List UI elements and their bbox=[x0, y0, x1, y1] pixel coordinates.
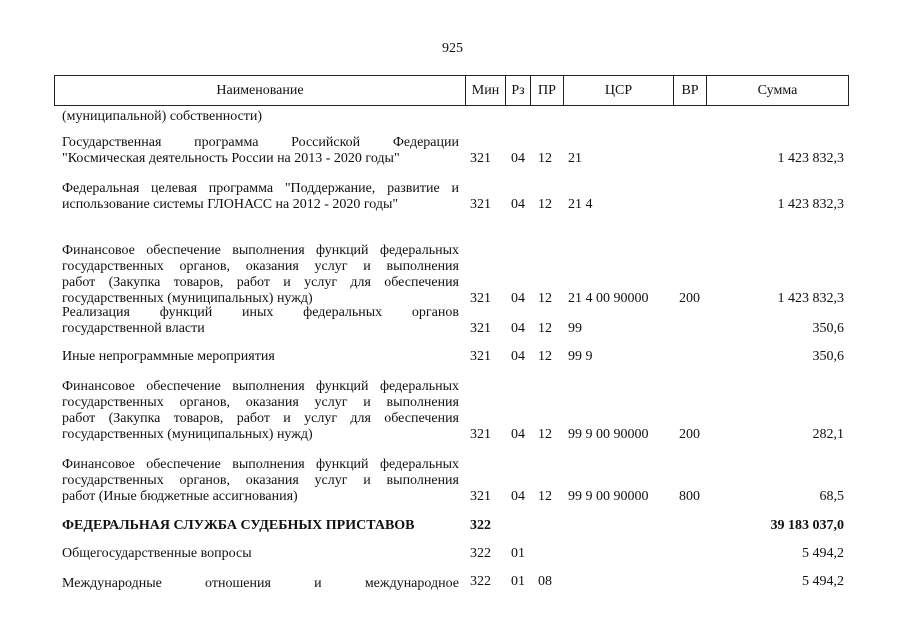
row-name bbox=[62, 546, 459, 562]
row-pr: 12 bbox=[538, 427, 552, 442]
row-vr: 800 bbox=[679, 489, 700, 504]
row-min: 322 bbox=[470, 574, 491, 589]
row-name-line: государственных органов, оказания услуг и выполнения bbox=[62, 395, 459, 410]
row-name-line: Международные отношения и международное bbox=[62, 576, 459, 591]
row-name-line: "Космическая деятельность России на 2013 - 2020 годы" bbox=[62, 151, 400, 166]
row-pr: 12 bbox=[538, 291, 552, 306]
row-name-line: государственных (муниципальных) нужд) bbox=[62, 427, 313, 442]
row-csr: 21 4 00 90000 bbox=[568, 291, 649, 306]
row-csr: 21 bbox=[568, 151, 582, 166]
row-sum: 350,6 bbox=[812, 349, 844, 364]
row-name bbox=[62, 379, 459, 443]
row-name-line: государственных органов, оказания услуг и выполнения bbox=[62, 259, 459, 274]
row-min: 321 bbox=[470, 151, 491, 166]
row-min: 321 bbox=[470, 489, 491, 504]
header-name: Наименование bbox=[216, 83, 304, 98]
row-sum: 1 423 832,3 bbox=[777, 197, 844, 212]
row-name bbox=[62, 349, 459, 365]
row-min: 321 bbox=[470, 427, 491, 442]
row-csr: 99 9 bbox=[568, 349, 593, 364]
header-csr: ЦСР bbox=[563, 76, 673, 105]
row-name-line: работ (Закупка товаров, работ и услуг для обеспечения bbox=[62, 411, 459, 426]
row-rz: 01 bbox=[511, 574, 525, 589]
row-pr: 12 bbox=[538, 321, 552, 336]
row-min: 321 bbox=[470, 291, 491, 306]
row-name bbox=[62, 518, 459, 534]
row-name-line: Финансовое обеспечение выполнения функций федеральных bbox=[62, 457, 459, 472]
row-name-line: работ (Иные бюджетные ассигнования) bbox=[62, 489, 298, 504]
row-rz: 04 bbox=[511, 321, 525, 336]
row-csr: 99 9 00 90000 bbox=[568, 489, 649, 504]
row-name bbox=[62, 457, 459, 505]
row-name-line: работ (Закупка товаров, работ и услуг для обеспечения bbox=[62, 275, 459, 290]
row-name-line: Федеральная целевая программа "Поддержание, развитие и bbox=[62, 181, 459, 196]
row-min: 321 bbox=[470, 321, 491, 336]
row-name-line: Общегосударственные вопросы bbox=[62, 546, 252, 561]
row-name bbox=[62, 305, 459, 337]
row-rz: 01 bbox=[511, 546, 525, 561]
row-sum: 5 494,2 bbox=[802, 546, 844, 561]
row-min: 322 bbox=[470, 546, 491, 561]
row-name bbox=[62, 181, 459, 213]
row-sum: 39 183 037,0 bbox=[770, 518, 844, 533]
row-name-line: Государственная программа Российской Федерации bbox=[62, 135, 459, 150]
header-min: Мин bbox=[465, 76, 505, 105]
row-name-line: государственной власти bbox=[62, 321, 205, 336]
row-pr: 12 bbox=[538, 489, 552, 504]
row-csr: 99 9 00 90000 bbox=[568, 427, 649, 442]
continuation-text: (муниципальной) собственности) bbox=[62, 109, 263, 124]
header-rz: Рз bbox=[505, 76, 530, 105]
row-pr: 08 bbox=[538, 574, 552, 589]
row-pr: 12 bbox=[538, 197, 552, 212]
row-pr: 12 bbox=[538, 349, 552, 364]
row-name-line: Финансовое обеспечение выполнения функций федеральных bbox=[62, 243, 459, 258]
header-sum: Сумма bbox=[706, 76, 848, 105]
row-sum: 350,6 bbox=[812, 321, 844, 336]
row-pr: 12 bbox=[538, 151, 552, 166]
page-number: 925 bbox=[442, 41, 463, 56]
row-name-line: государственных органов, оказания услуг и выполнения bbox=[62, 473, 459, 488]
row-sum: 1 423 832,3 bbox=[777, 151, 844, 166]
header-vr: ВР bbox=[673, 76, 706, 105]
row-min: 322 bbox=[470, 518, 491, 533]
row-min: 321 bbox=[470, 349, 491, 364]
row-rz: 04 bbox=[511, 291, 525, 306]
row-name-line: использование системы ГЛОНАСС на 2012 - 2020 годы" bbox=[62, 197, 399, 212]
row-name-line: Финансовое обеспечение выполнения функций федеральных bbox=[62, 379, 459, 394]
header-pr: ПР bbox=[530, 76, 563, 105]
row-rz: 04 bbox=[511, 151, 525, 166]
row-name bbox=[62, 243, 459, 307]
table-header bbox=[54, 75, 849, 106]
row-vr: 200 bbox=[679, 427, 700, 442]
row-sum: 282,1 bbox=[812, 427, 844, 442]
row-csr: 21 4 bbox=[568, 197, 593, 212]
row-sum: 5 494,2 bbox=[802, 574, 844, 589]
row-rz: 04 bbox=[511, 427, 525, 442]
row-rz: 04 bbox=[511, 349, 525, 364]
row-name bbox=[62, 135, 459, 167]
row-csr: 99 bbox=[568, 321, 582, 336]
row-name-line: Реализация функций иных федеральных органов bbox=[62, 305, 459, 320]
row-name-line: Иные непрограммные мероприятия bbox=[62, 349, 275, 364]
row-sum: 68,5 bbox=[819, 489, 844, 504]
row-min: 321 bbox=[470, 197, 491, 212]
row-name bbox=[62, 576, 459, 592]
row-rz: 04 bbox=[511, 197, 525, 212]
row-name-line: ФЕДЕРАЛЬНАЯ СЛУЖБА СУДЕБНЫХ ПРИСТАВОВ bbox=[62, 518, 415, 533]
row-sum: 1 423 832,3 bbox=[777, 291, 844, 306]
row-name-line: государственных (муниципальных) нужд) bbox=[62, 291, 313, 306]
row-rz: 04 bbox=[511, 489, 525, 504]
row-vr: 200 bbox=[679, 291, 700, 306]
